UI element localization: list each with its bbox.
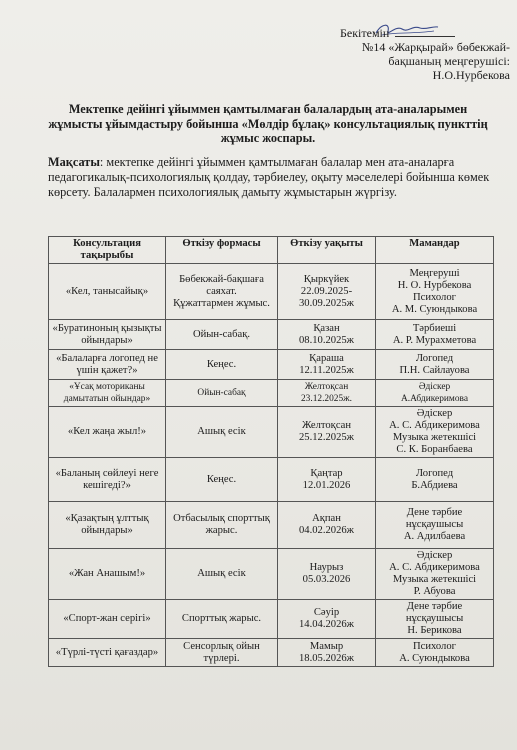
cell-form: Ойын-сабақ — [166, 380, 278, 407]
cell-form: Отбасылық спорттық жарыс. — [166, 502, 278, 549]
cell-staff: Әдіскер А. С. Абдикеримова Музыка жетекшісі Р. Абуова — [376, 549, 494, 600]
cell-topic: «Баланың сөйлеуі неге кешігеді?» — [49, 458, 166, 502]
cell-staff: Әдіскер А.Абдикеримова — [376, 380, 494, 407]
cell-topic: «Буратиноның қызықты ойындары» — [49, 320, 166, 350]
approval-line-2: №14 «Жарқырай» бөбекжай- — [361, 40, 510, 54]
cell-topic: «Қазақтың ұлттық ойындары» — [49, 502, 166, 549]
cell-staff: Тәрбиеші А. Р. Мурахметова — [376, 320, 494, 350]
cell-staff: Психолог А. Суюндыкова — [376, 639, 494, 667]
header-staff: Мамандар — [376, 237, 494, 264]
cell-form: Ойын-сабақ. — [166, 320, 278, 350]
cell-time: Қазан 08.10.2025ж — [278, 320, 376, 350]
cell-staff: Меңгеруші Н. О. Нурбекова Психолог А. М. Суюндыкова — [376, 264, 494, 320]
cell-staff: Логопед П.Н. Сайлауова — [376, 350, 494, 380]
cell-time: Қыркүйек 22.09.2025- 30.09.2025ж — [278, 264, 376, 320]
table-row — [49, 350, 494, 380]
purpose-paragraph — [48, 155, 493, 200]
cell-form: Бөбекжай-бақшаға саяхат. Құжаттармен жұмыс. — [166, 264, 278, 320]
table-row — [49, 320, 494, 350]
table-row — [49, 549, 494, 600]
cell-topic: «Балаларға логопед не үшін қажет?» — [49, 350, 166, 380]
table-row — [49, 264, 494, 320]
cell-topic: «Жан Анашым!» — [49, 549, 166, 600]
cell-form: Кеңес. — [166, 458, 278, 502]
cell-staff: Әдіскер А. С. Абдикеримова Музыка жетекшісі С. К. Боранбаева — [376, 407, 494, 458]
signature-line — [395, 36, 455, 37]
cell-form: Сенсорлық ойын түрлері. — [166, 639, 278, 667]
header-time: Өткізу уақыты — [278, 237, 376, 264]
cell-time: Желтоқсан 23.12.2025ж. — [278, 380, 376, 407]
cell-staff: Дене тәрбие нұсқаушысы Н. Берикова — [376, 600, 494, 639]
cell-topic: «Ұсақ моториканы дамытатын ойындар» — [49, 380, 166, 407]
table-header-row — [49, 237, 494, 264]
cell-staff: Дене тәрбие нұсқаушысы А. Адилбаева — [376, 502, 494, 549]
table-row — [49, 458, 494, 502]
cell-form: Спорттық жарыс. — [166, 600, 278, 639]
cell-topic: «Түрлі-түсті қағаздар» — [49, 639, 166, 667]
cell-staff: Логопед Б.Абдиева — [376, 458, 494, 502]
purpose-label: Мақсаты — [48, 155, 100, 169]
header-form: Өткізу формасы — [166, 237, 278, 264]
cell-topic: «Кел жаңа жыл!» — [49, 407, 166, 458]
cell-topic: «Кел, танысайық» — [49, 264, 166, 320]
cell-time: Мамыр 18.05.2026ж — [278, 639, 376, 667]
header-topic: Консультация тақырыбы — [49, 237, 166, 264]
approval-line-1: Бекітемін — [340, 26, 390, 40]
cell-time: Қаңтар 12.01.2026 — [278, 458, 376, 502]
cell-form: Кеңес. — [166, 350, 278, 380]
table-row — [49, 639, 494, 667]
cell-time: Қараша 12.11.2025ж — [278, 350, 376, 380]
approval-line-4: Н.О.Нурбекова — [432, 68, 510, 82]
cell-form: Ашық есік — [166, 407, 278, 458]
table-row — [49, 407, 494, 458]
cell-form: Ашық есік — [166, 549, 278, 600]
table-row — [49, 502, 494, 549]
approval-line-3: бақшаның меңгерушісі: — [388, 54, 510, 68]
cell-topic: «Спорт-жан серігі» — [49, 600, 166, 639]
table-row — [49, 600, 494, 639]
purpose-text: : мектепке дейінгі ұйыммен қамтылмаған балалар мен ата-аналарға педагогикалық-психологиялық қолдау, тәрбиелеу, оқыту мәселелері бойынша көмек көрсету. Балалармен психологиялық дамыту жұмыстарын жүргізу. — [48, 155, 490, 199]
cell-time: Сәуір 14.04.2026ж — [278, 600, 376, 639]
cell-time: Желтоқсан 25.12.2025ж — [278, 407, 376, 458]
cell-time: Наурыз 05.03.2026 — [278, 549, 376, 600]
cell-time: Ақпан 04.02.2026ж — [278, 502, 376, 549]
approval-block — [300, 26, 510, 82]
table-body — [49, 264, 494, 667]
table-row — [49, 380, 494, 407]
plan-table — [48, 236, 494, 667]
document-title: Мектепке дейінгі ұйыммен қамтылмаған балалардың ата-аналарымен жұмысты ұйымдастыру бойынша «Мөлдір бұлақ» консультациялық пункттің жұмыс жоспары. — [48, 102, 488, 145]
